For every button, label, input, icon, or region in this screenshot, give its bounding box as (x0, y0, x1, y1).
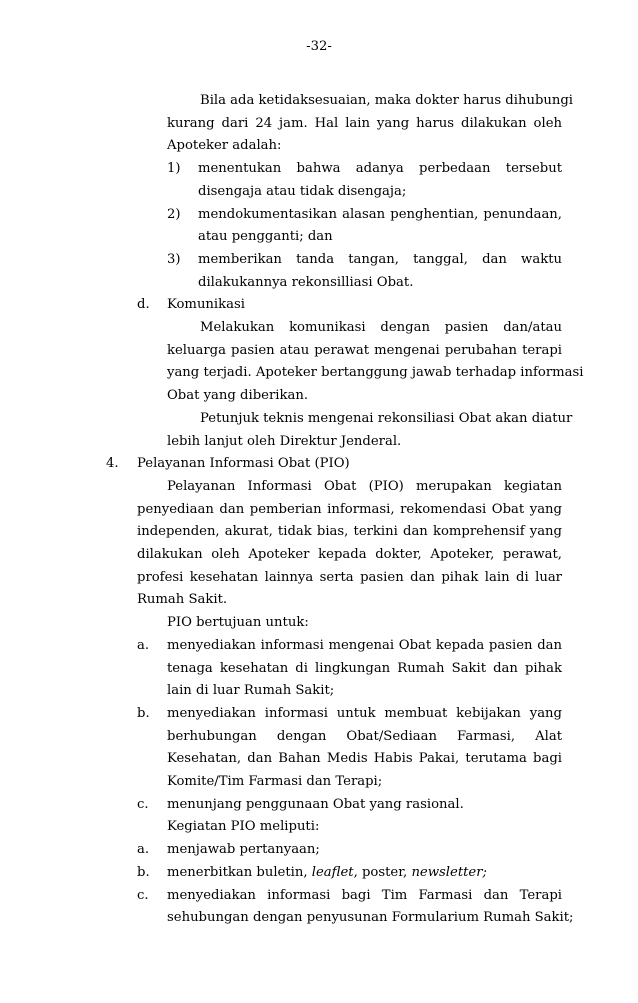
list-item-line: menyediakan informasi bagi Tim Farmasi dan Terapi (167, 887, 562, 903)
list-item-line: dilakukannya rekonsilliasi Obat. (198, 274, 414, 290)
paragraph-line: Rumah Sakit. (137, 592, 228, 608)
italic-term: leaflet (311, 864, 354, 880)
list-item-line: Komite/Tim Farmasi dan Terapi; (167, 774, 383, 789)
list-item-line: tenaga kesehatan di lingkungan Rumah Sakit dan pihak (167, 660, 562, 676)
paragraph-line: Obat yang diberikan. (167, 388, 309, 404)
list-marker: c. (137, 887, 149, 903)
list-item-line: disengaja atau tidak disengaja; (198, 183, 407, 199)
paragraph-line: profesi kesehatan lainnya serta pasien dan pihak lain di luar (137, 569, 562, 585)
paragraph-line: penyediaan dan pemberian informasi, rekomendasi Obat yang (137, 501, 562, 517)
list-item-line: mendokumentasikan alasan penghentian, penundaan, (198, 206, 562, 222)
list-marker: c. (137, 796, 149, 812)
paragraph-line: Melakukan komunikasi dengan pasien dan/atau (200, 320, 562, 335)
text-run: , poster, (353, 864, 412, 880)
section-title: Komunikasi (167, 297, 245, 313)
list-item-line: menyediakan informasi untuk membuat kebijakan yang (167, 705, 562, 721)
italic-term: newsletter; (411, 864, 487, 880)
list-intro: PIO bertujuan untuk: (167, 615, 309, 631)
list-marker: b. (137, 705, 150, 721)
list-item-line (167, 862, 487, 885)
list-item-line: berhubungan dengan Obat/Sediaan Farmasi, Alat (167, 728, 562, 744)
list-intro: Kegiatan PIO meliputi: (167, 819, 320, 835)
paragraph-line: dilakukan oleh Apoteker kepada dokter, Apoteker, perawat, (137, 547, 562, 562)
list-item-line: lain di luar Rumah Sakit; (167, 683, 335, 699)
list-marker: a. (137, 637, 150, 653)
paragraph-line: Apoteker adalah: (167, 138, 282, 154)
paragraph-line: Bila ada ketidaksesuaian, maka dokter harus dihubungi (200, 93, 574, 108)
paragraph-line: keluarga pasien atau perawat mengenai perubahan terapi (167, 342, 562, 358)
list-marker: a. (137, 842, 150, 858)
list-marker: 2) (167, 206, 181, 222)
paragraph-line: Pelayanan Informasi Obat (PIO) merupakan kegiatan (167, 478, 562, 494)
list-marker: b. (137, 864, 150, 880)
list-marker: 3) (167, 251, 181, 267)
list-marker: 1) (167, 161, 181, 177)
list-item-line: menyediakan informasi mengenai Obat kepada pasien dan (167, 637, 562, 653)
list-item-line: menjawab pertanyaan; (167, 842, 320, 858)
list-item-line: menunjang penggunaan Obat yang rasional. (167, 796, 464, 812)
list-item-line: atau pengganti; dan (198, 229, 333, 245)
page-number: -32- (306, 39, 332, 54)
section-marker: 4. (106, 456, 119, 472)
section-title: Pelayanan Informasi Obat (PIO) (137, 456, 350, 472)
list-item-line: memberikan tanda tangan, tanggal, dan waktu (198, 251, 562, 267)
text-run: menerbitkan buletin, (167, 864, 312, 880)
section-marker: d. (137, 297, 150, 313)
paragraph-line: kurang dari 24 jam. Hal lain yang harus dilakukan oleh (167, 115, 562, 131)
paragraph-line: Petunjuk teknis mengenai rekonsiliasi Obat akan diatur (200, 410, 573, 426)
list-item-line: menentukan bahwa adanya perbedaan tersebut (198, 161, 562, 177)
paragraph-line: lebih lanjut oleh Direktur Jenderal. (167, 433, 402, 449)
list-item-line: Kesehatan, dan Bahan Medis Habis Pakai, terutama bagi (167, 751, 562, 767)
list-item-line: sehubungan dengan penyusunan Formularium Rumah Sakit; (167, 910, 574, 926)
paragraph-line: yang terjadi. Apoteker bertanggung jawab terhadap informasi (167, 365, 584, 381)
paragraph-line: independen, akurat, tidak bias, terkini dan komprehensif yang (137, 524, 562, 540)
